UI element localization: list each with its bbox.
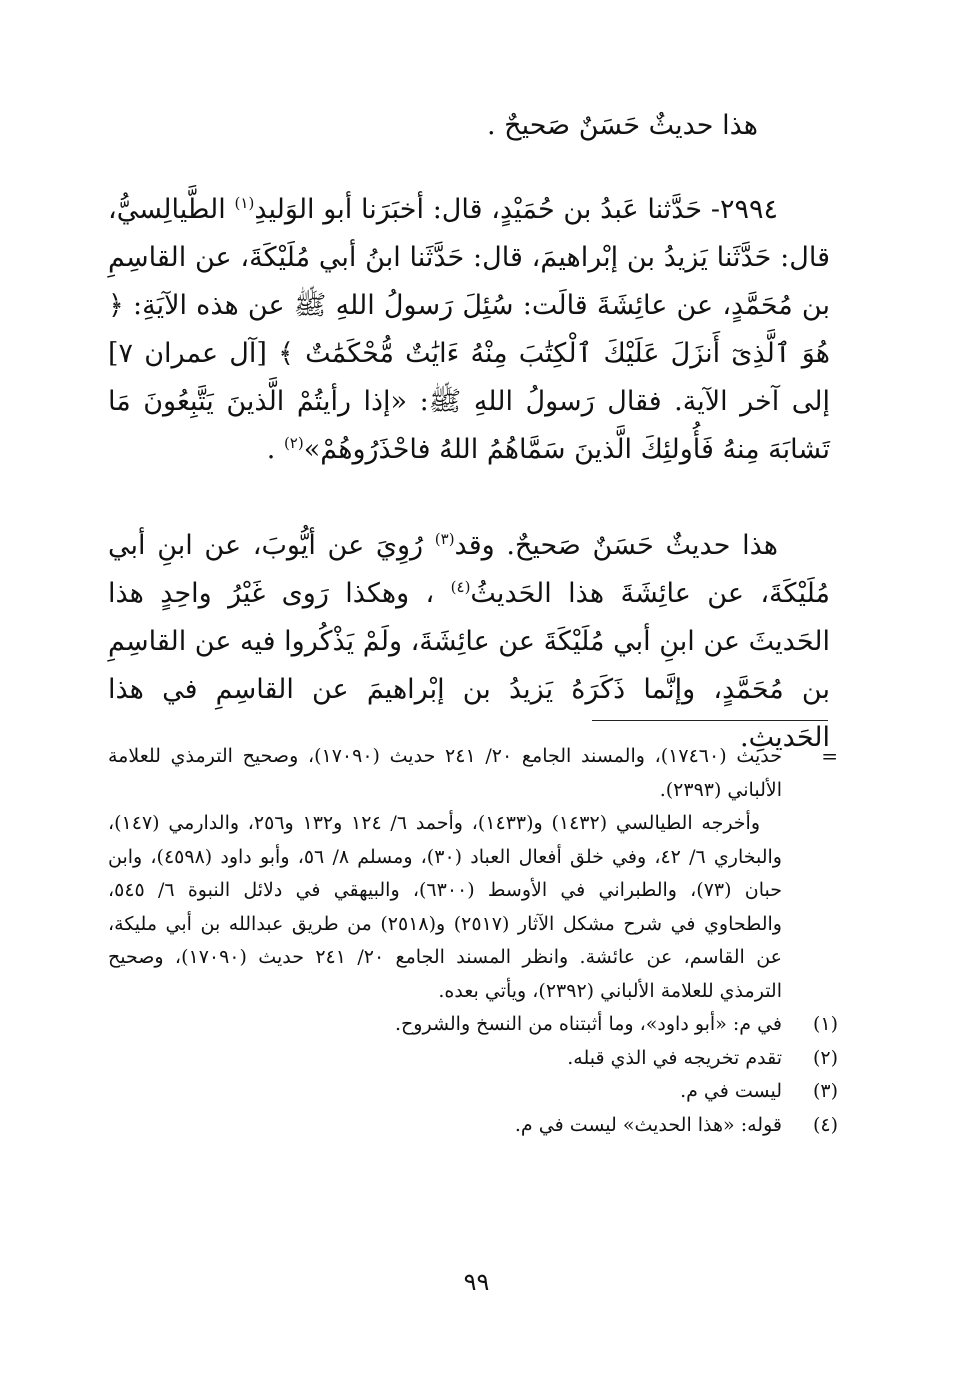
footnote-number: (١) — [812, 1013, 838, 1035]
footnote-text: ليست في م. — [680, 1080, 782, 1102]
footnote-1 — [108, 1008, 838, 1042]
footnote-ref-4: (٤) — [450, 578, 471, 596]
grade-text-part2: رُوِيَ عن أيُّوبَ، عن ابنِ أبي مُلَيْكَةَ، عن عائِشَةَ هذا الحَديثُ — [108, 530, 830, 609]
footnote-ref-3: (٣) — [434, 530, 455, 548]
hadith-text — [108, 186, 830, 474]
continuation-text-2: وأخرجه الطيالسي (١٤٣٢) و(١٤٣٣)، وأحمد ٦/ ١٢٤ و١٣٢ و٢٥٦، والدارمي (١٤٧)، والبخاري ٦/ ٤٢، وفي خلق أفعال العباد (٣٠)، ومسلم ٨/ ٥٦، وأبو داود (٤٥٩٨)، وابن حبان (٧٣)، والطبراني في الأوسط (٦٣٠٠)، والبيهقي في دلائل النبوة ٦/ ٥٤٥، والطحاوي في شرح مشكل الآثار (٢٥١٧) و(٢٥١٨) من طريق عبدالله بن أبي مليكة، عن القاسم، عن عائشة. وانظر المسند الجامع ٢٠/ ٢٤١ حديث (١٧٠٩٠)، وصحيح الترمذي للعلامة الألباني (٢٣٩٢)، ويأتي بعده. — [108, 812, 782, 1002]
grade-text-part1: هذا حديثٌ حَسَنٌ صَحيحٌ. وقد — [454, 530, 778, 561]
grade-text: هذا حديثٌ حَسَنٌ صَحيحٌ . — [487, 110, 758, 141]
hadith-grade-paragraph — [108, 522, 830, 762]
footnote-text: تقدم تخريجه في الذي قبله. — [567, 1046, 782, 1069]
footnote-ref-1: (١) — [234, 194, 255, 212]
footnote-number: (٤) — [812, 1113, 838, 1136]
hadith-2994 — [108, 186, 830, 474]
footnote-2 — [108, 1042, 838, 1076]
hadith-end: . — [266, 434, 276, 465]
continuation-mark: = — [821, 744, 838, 768]
hadith-text-part1: حَدَّثنا عَبدُ بن حُمَيْدٍ، قال: أخبَرَنا أبو الوَليدِ — [254, 194, 703, 225]
footnote-text: في م: «أبو داود»، وما أثبتناه من النسخ والشروح. — [394, 1013, 782, 1035]
hadith-text-part2: الطَّيالِسيُّ، قال: حَدَّثَنا يَزيدُ بن إبْراهيمَ، قال: حَدَّثَنا ابنُ أبي مُلَيْكَةَ، عن القاسِمِ بن مُحَمَّدٍ، عن عائِشَةَ قالَت: سُئِلَ رَسولُ اللهِ ﷺ عن هذه الآيَةِ: ﴿ هُوَ ٱلَّذِىٓ أَنزَلَ عَلَيْكَ ٱلْكِتَٰبَ مِنْهُ ءَايَٰتٌ مُّحْكَمَٰتٌ ﴾ [آل عمران ٧] إلى آخر الآية. فقال رَسولُ اللهِ ﷺ: «إذا رأيتُمْ الَّذينَ يَتَّبِعُونَ مَا تَشابَهَ مِنهُ فَأُولئِكَ الَّذينَ سَمَّاهُمُ اللهُ فاحْذَرُوهُمْ» — [108, 194, 830, 465]
footnote-continuation — [108, 740, 838, 1008]
hadith-number: ٢٩٩٤- — [710, 194, 778, 225]
grade-paragraph-text — [108, 522, 830, 762]
footnote-text: قوله: «هذا الحديث» ليست في م. — [514, 1113, 782, 1136]
previous-hadith-grade — [108, 102, 830, 150]
footnotes-section — [108, 740, 838, 1142]
footnote-number: (٢) — [812, 1046, 838, 1069]
footnote-3 — [108, 1075, 838, 1109]
grade-text-part3: ، وهكذا رَوى غَيْرُ واحِدٍ هذا الحَديثَ عن ابنِ أبي مُلَيْكَةَ عن عائِشَةَ، ولَمْ يَذْكُروا فيه عن القاسِمِ بن مُحَمَّدٍ، وإنَّما ذَكَرَهُ يَزيدُ بن إبْراهيمَ عن القاسِمِ في هذا الحَديثِ. — [108, 578, 830, 753]
footnote-separator — [592, 720, 828, 721]
footnote-4 — [108, 1109, 838, 1143]
continuation-text-1: حديث (١٧٤٦٠)، والمسند الجامع ٢٠/ ٢٤١ حديث (١٧٠٩٠)، وصحيح الترمذي للعلامة الألباني (٢٣٩٣). — [108, 745, 782, 801]
footnote-number: (٣) — [812, 1080, 838, 1102]
footnote-ref-2: (٢) — [283, 434, 304, 452]
page-number: ٩٩ — [463, 1268, 490, 1296]
